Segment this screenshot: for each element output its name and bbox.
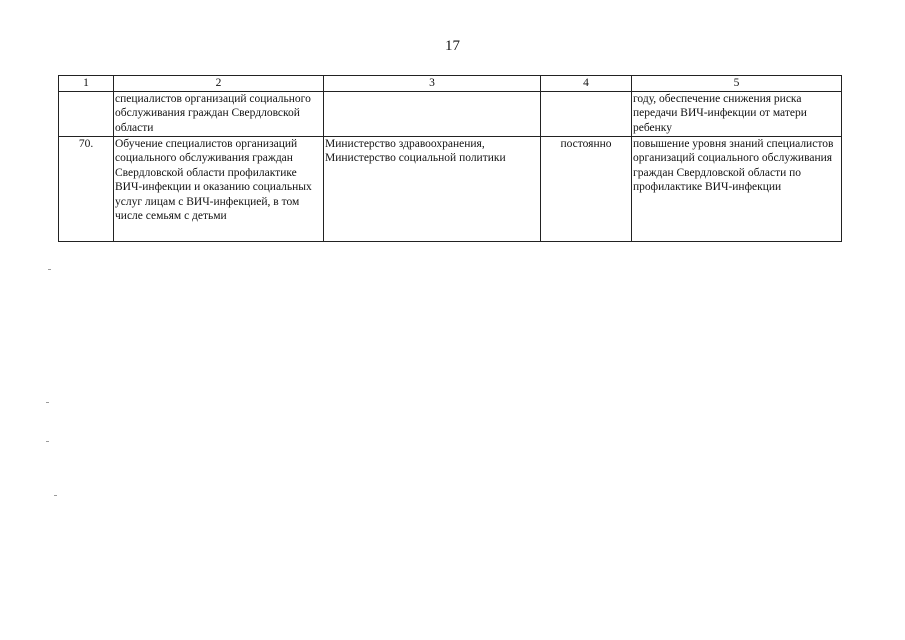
column-header-2: 2 (114, 76, 324, 92)
responsible-cell: Министерство здравоохранения, Министерство социальной политики (324, 136, 541, 241)
plan-table (58, 75, 842, 242)
page-number: 17 (445, 38, 460, 54)
column-header-5: 5 (632, 76, 842, 92)
scan-margin-mark (54, 495, 57, 496)
scan-margin-mark (46, 441, 49, 442)
table-row (59, 91, 842, 136)
deadline-cell (541, 91, 632, 136)
column-header-4: 4 (541, 76, 632, 92)
row-number-cell: 70. (59, 136, 114, 241)
table-header-row (59, 76, 842, 92)
scan-margin-mark (46, 402, 49, 403)
table-row (59, 136, 842, 241)
result-cell: повышение уровня знаний специалистов организаций социального обслуживания граждан Свердловской области по профилактике ВИЧ-инфекции (632, 136, 842, 241)
column-header-1: 1 (59, 76, 114, 92)
activity-cell: специалистов организаций социального обслуживания граждан Свердловской области (114, 91, 324, 136)
activity-cell: Обучение специалистов организаций социального обслуживания граждан Свердловской области профилактике ВИЧ-инфекции и оказанию социальных услуг лицам с ВИЧ-инфекцией, в том числе семьям с детьми (114, 136, 324, 241)
column-header-3: 3 (324, 76, 541, 92)
result-cell: году, обеспечение снижения риска передачи ВИЧ-инфекции от матери ребенку (632, 91, 842, 136)
row-number-cell (59, 91, 114, 136)
deadline-cell: постоянно (541, 136, 632, 241)
responsible-cell (324, 91, 541, 136)
scan-margin-mark (48, 269, 51, 270)
